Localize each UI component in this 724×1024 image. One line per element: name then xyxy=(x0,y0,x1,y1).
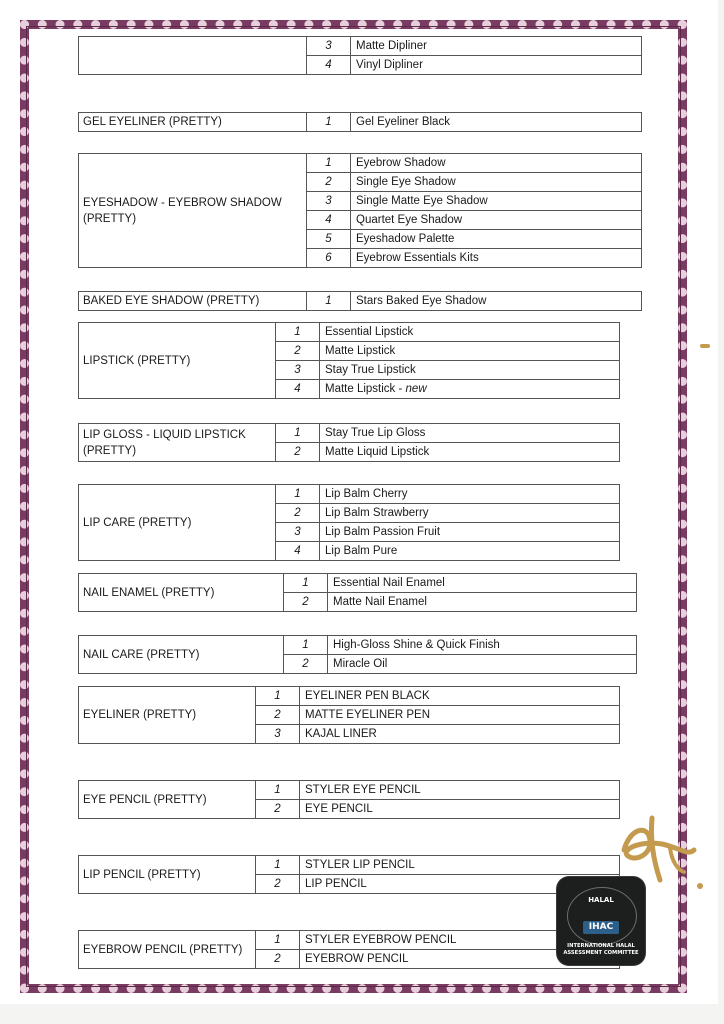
product-number: 1 xyxy=(276,323,320,341)
category-name: LIP PENCIL (PRETTY) xyxy=(79,856,256,893)
product-name-text: Matte Lipstick - xyxy=(325,383,406,395)
product-name-text: Essential Nail Enamel xyxy=(333,577,445,589)
product-number: 1 xyxy=(276,485,320,503)
product-name-text: Matte Lipstick xyxy=(325,345,396,357)
product-row xyxy=(256,800,619,818)
product-number: 3 xyxy=(307,37,351,55)
product-name xyxy=(300,784,421,796)
ink-mark xyxy=(700,344,710,348)
product-name-text: Stay True Lipstick xyxy=(325,364,416,376)
product-number: 2 xyxy=(284,593,328,611)
product-number: 1 xyxy=(307,113,351,131)
product-row xyxy=(307,230,641,249)
product-name xyxy=(328,596,427,608)
product-name xyxy=(351,116,450,128)
seal-logo-text: IHAC xyxy=(583,921,619,934)
product-name-text: Lip Balm Pure xyxy=(325,545,398,557)
product-number: 2 xyxy=(307,173,351,191)
product-row xyxy=(307,173,641,192)
category-table xyxy=(78,36,642,75)
product-name xyxy=(351,59,423,71)
product-name xyxy=(320,326,413,338)
product-name-text: KAJAL LINER xyxy=(305,728,377,740)
product-rows xyxy=(276,424,619,461)
product-name-text: STYLER EYE PENCIL xyxy=(305,784,421,796)
product-row xyxy=(276,342,619,361)
product-name-text: STYLER LIP PENCIL xyxy=(305,859,415,871)
product-row xyxy=(284,636,636,655)
product-name xyxy=(328,639,500,651)
category-name: GEL EYELINER (PRETTY) xyxy=(79,113,307,131)
product-name-text: STYLER EYEBROW PENCIL xyxy=(305,934,457,946)
product-row xyxy=(284,593,636,611)
product-rows xyxy=(307,37,641,74)
product-row xyxy=(307,292,641,310)
product-name xyxy=(320,383,427,395)
category-name: EYESHADOW - EYEBROW SHADOW (PRETTY) xyxy=(79,154,307,267)
product-name xyxy=(300,859,415,871)
product-row xyxy=(276,323,619,342)
product-row xyxy=(276,523,619,542)
category-name: LIP GLOSS - LIQUID LIPSTICK (PRETTY) xyxy=(79,424,276,461)
product-number: 3 xyxy=(276,361,320,379)
product-name-text: Single Matte Eye Shadow xyxy=(356,195,488,207)
category-table xyxy=(78,855,620,894)
product-name-text: Lip Balm Strawberry xyxy=(325,507,429,519)
product-number: 2 xyxy=(256,875,300,893)
product-rows xyxy=(256,781,619,818)
product-name xyxy=(351,233,454,245)
product-row xyxy=(276,542,619,560)
product-row xyxy=(276,443,619,461)
product-number: 3 xyxy=(276,523,320,541)
product-row xyxy=(276,380,619,398)
product-rows xyxy=(307,113,641,131)
category-table xyxy=(78,780,620,819)
product-name xyxy=(320,427,425,439)
category-table xyxy=(78,291,642,311)
category-table xyxy=(78,686,620,744)
product-row xyxy=(284,574,636,593)
product-number: 4 xyxy=(307,56,351,74)
category-name: BAKED EYE SHADOW (PRETTY) xyxy=(79,292,307,310)
product-row xyxy=(307,211,641,230)
product-name xyxy=(300,934,456,946)
product-rows xyxy=(276,323,619,398)
product-row xyxy=(307,56,641,74)
product-name-text: Eyebrow Essentials Kits xyxy=(356,252,479,264)
product-name-text: Gel Eyeliner Black xyxy=(356,116,450,128)
product-number: 6 xyxy=(307,249,351,267)
product-name xyxy=(320,488,407,500)
product-name-text: Single Eye Shadow xyxy=(356,176,456,188)
product-name xyxy=(351,40,427,52)
category-table xyxy=(78,930,620,969)
product-row xyxy=(276,361,619,380)
product-number: 2 xyxy=(276,443,320,461)
product-name xyxy=(320,446,429,458)
seal-caption: INTERNATIONAL HALAL ASSESSMENT COMMITTEE xyxy=(563,943,639,956)
product-rows xyxy=(284,636,636,673)
category-name: EYE PENCIL (PRETTY) xyxy=(79,781,256,818)
product-number: 1 xyxy=(256,781,300,799)
category-name: NAIL ENAMEL (PRETTY) xyxy=(79,574,284,611)
product-name-text: Lip Balm Passion Fruit xyxy=(325,526,441,538)
product-name xyxy=(320,526,440,538)
category-table xyxy=(78,112,642,132)
product-name-text: Essential Lipstick xyxy=(325,326,414,338)
product-row xyxy=(256,706,619,725)
product-row xyxy=(256,856,619,875)
product-name xyxy=(300,709,430,721)
product-number: 1 xyxy=(256,687,300,705)
product-number: 1 xyxy=(284,636,328,654)
product-row xyxy=(307,249,641,267)
product-name xyxy=(351,214,462,226)
product-name-text: Matte Dipliner xyxy=(356,40,427,52)
product-number: 4 xyxy=(276,542,320,560)
product-rows xyxy=(256,687,619,743)
product-rows xyxy=(307,292,641,310)
product-name xyxy=(328,577,445,589)
product-number: 1 xyxy=(256,856,300,874)
product-number: 2 xyxy=(284,655,328,673)
product-number: 5 xyxy=(307,230,351,248)
product-name xyxy=(351,195,488,207)
product-name-text: EYELINER PEN BLACK xyxy=(305,690,430,702)
category-table xyxy=(78,635,637,674)
product-name xyxy=(300,878,367,890)
product-number: 2 xyxy=(276,342,320,360)
product-name-text: Matte Liquid Lipstick xyxy=(325,446,430,458)
product-row xyxy=(307,113,641,131)
product-number: 3 xyxy=(307,192,351,210)
product-name-text: Eyeshadow Palette xyxy=(356,233,455,245)
product-row xyxy=(256,725,619,743)
category-name: EYELINER (PRETTY) xyxy=(79,687,256,743)
product-rows xyxy=(276,485,619,560)
product-number: 2 xyxy=(276,504,320,522)
product-name xyxy=(351,252,479,264)
category-table xyxy=(78,484,620,561)
product-name-text: Stay True Lip Gloss xyxy=(325,427,426,439)
halal-seal xyxy=(557,877,645,965)
product-number: 1 xyxy=(307,292,351,310)
product-name xyxy=(351,295,486,307)
product-name-text: MATTE EYELINER PEN xyxy=(305,709,431,721)
product-row xyxy=(284,655,636,673)
product-name-text: Miracle Oil xyxy=(333,658,388,670)
product-name-text: High-Gloss Shine & Quick Finish xyxy=(333,639,500,651)
category-table xyxy=(78,423,620,462)
product-name-text: Stars Baked Eye Shadow xyxy=(356,295,487,307)
product-number: 1 xyxy=(307,154,351,172)
product-name xyxy=(351,157,446,169)
product-row xyxy=(276,424,619,443)
category-name: EYEBROW PENCIL (PRETTY) xyxy=(79,931,256,968)
category-table xyxy=(78,573,637,612)
product-name xyxy=(351,176,456,188)
product-number: 1 xyxy=(276,424,320,442)
product-rows xyxy=(284,574,636,611)
product-name xyxy=(328,658,387,670)
product-name xyxy=(300,803,373,815)
seal-top-text: HALAL xyxy=(588,896,614,904)
product-number: 2 xyxy=(256,706,300,724)
product-number: 4 xyxy=(276,380,320,398)
product-name xyxy=(320,364,416,376)
product-number: 2 xyxy=(256,950,300,968)
product-name-text: EYE PENCIL xyxy=(305,803,373,815)
product-rows xyxy=(307,154,641,267)
product-name xyxy=(320,545,397,557)
product-name-text: Quartet Eye Shadow xyxy=(356,214,463,226)
product-row xyxy=(276,485,619,504)
product-row xyxy=(256,781,619,800)
product-name-text: LIP PENCIL xyxy=(305,878,367,890)
product-name xyxy=(320,507,429,519)
product-name-text: Eyebrow Shadow xyxy=(356,157,446,169)
product-name-text: Matte Nail Enamel xyxy=(333,596,427,608)
product-name-text: Vinyl Dipliner xyxy=(356,59,423,71)
category-name xyxy=(79,37,307,74)
product-name xyxy=(300,953,409,965)
product-number: 1 xyxy=(284,574,328,592)
product-row xyxy=(307,37,641,56)
product-row xyxy=(256,687,619,706)
product-name xyxy=(320,345,395,357)
product-name xyxy=(300,690,430,702)
product-number: 3 xyxy=(256,725,300,743)
product-number: 1 xyxy=(256,931,300,949)
category-name: LIP CARE (PRETTY) xyxy=(79,485,276,560)
category-table xyxy=(78,153,642,268)
new-tag: new xyxy=(405,383,427,395)
category-name: NAIL CARE (PRETTY) xyxy=(79,636,284,673)
product-number: 2 xyxy=(256,800,300,818)
product-row xyxy=(307,154,641,173)
category-table xyxy=(78,322,620,399)
product-row xyxy=(307,192,641,211)
product-number: 4 xyxy=(307,211,351,229)
product-name-text: EYEBROW PENCIL xyxy=(305,953,409,965)
product-row xyxy=(276,504,619,523)
category-name: LIPSTICK (PRETTY) xyxy=(79,323,276,398)
product-name-text: Lip Balm Cherry xyxy=(325,488,408,500)
product-name xyxy=(300,728,377,740)
